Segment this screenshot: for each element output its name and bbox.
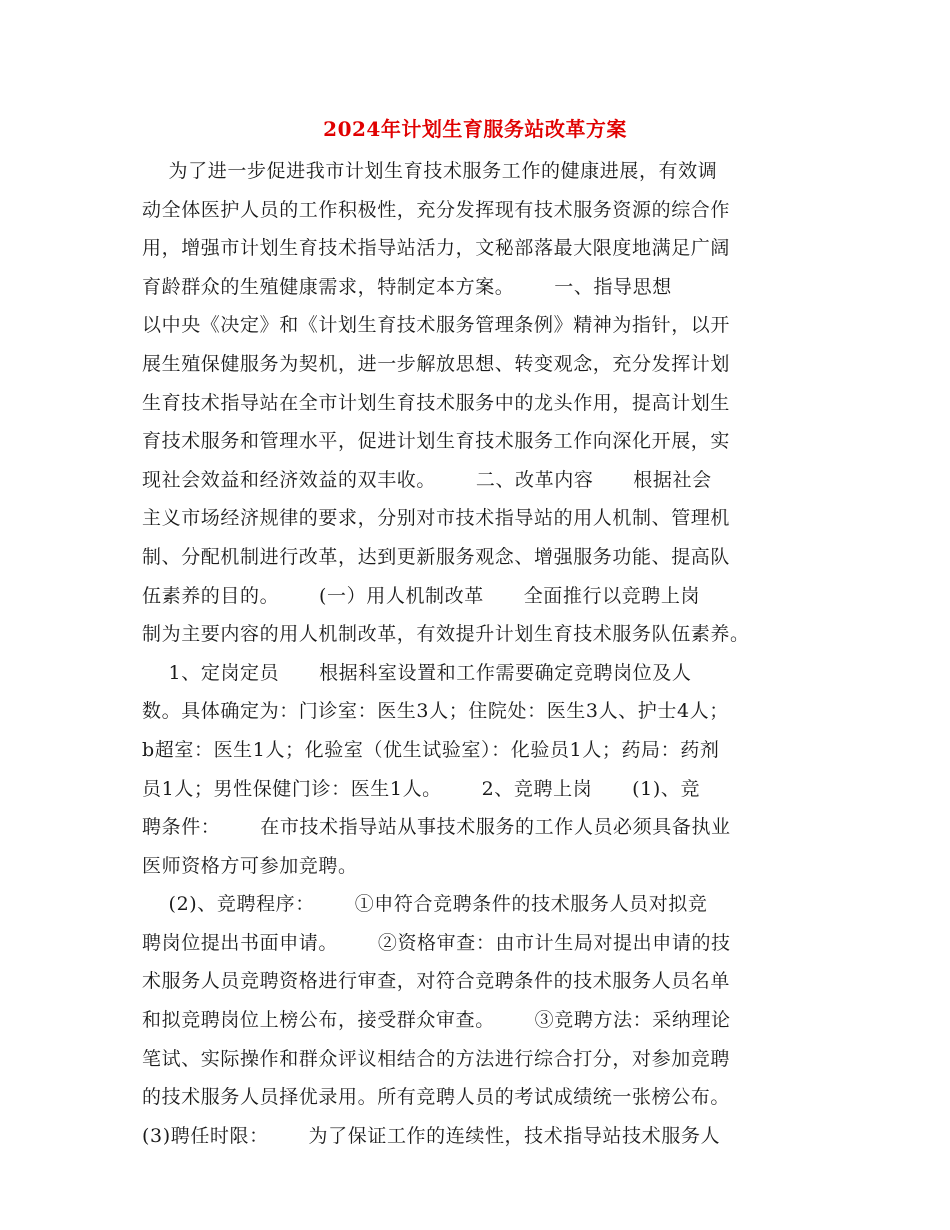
paragraph-line: 制为主要内容的用人机制改革，有效提升计划生育技术服务队伍素养。	[142, 623, 750, 646]
paragraph-line: 主义市场经济规律的要求，分别对市技术指导站的用人机制、管理机	[142, 507, 731, 530]
paragraph-line: 1、定岗定员 根据科室设置和工作需要确定竞聘岗位及人	[142, 661, 692, 684]
paragraph-line: (3)聘任时限： 为了保证工作的连续性，技术指导站技术服务人	[142, 1124, 721, 1147]
paragraph-line: 以中央《决定》和《计划生育技术服务管理条例》精神为指针，以开	[142, 314, 731, 337]
paragraph-line: 聘岗位提出书面申请。 ②资格审查：由市计生局对提出申请的技	[142, 931, 731, 954]
document-title: 2024年计划生育服务站改革方案	[323, 117, 627, 141]
paragraph-line: 育技术服务和管理水平，促进计划生育技术服务工作向深化开展，实	[142, 430, 731, 453]
paragraph-line: 数。具体确定为：门诊室：医生3人；住院处：医生3人、护士4人；	[142, 700, 729, 723]
paragraph-line: 医师资格方可参加竞聘。	[142, 854, 358, 877]
paragraph-line: 制、分配机制进行改革，达到更新服务观念、增强服务功能、提高队	[142, 545, 731, 568]
paragraph-line: 伍素养的目的。 (一）用人机制改革 全面推行以竞聘上岗	[142, 584, 701, 607]
paragraph-line: 育龄群众的生殖健康需求，特制定本方案。 一、指导思想	[142, 275, 672, 298]
paragraph-line: b超室：医生1人；化验室（优生试验室）：化验员1人；药局：药剂	[142, 738, 720, 761]
paragraph-line: 为了进一步促进我市计划生育技术服务工作的健康进展，有效调	[142, 160, 718, 182]
paragraph-line: 的技术服务人员择优录用。所有竞聘人员的考试成绩统一张榜公布。	[142, 1086, 731, 1109]
paragraph-line: 术服务人员竞聘资格进行审查，对符合竞聘条件的技术服务人员名单	[142, 970, 731, 993]
paragraph-line: 和拟竞聘岗位上榜公布，接受群众审查。 ③竞聘方法：采纳理论	[142, 1009, 731, 1032]
paragraph-line: 现社会效益和经济效益的双丰收。 二、改革内容 根据社会	[142, 468, 712, 491]
paragraph-line: 笔试、实际操作和群众评议相结合的方法进行综合打分，对参加竞聘	[142, 1047, 731, 1070]
paragraph-line: 生育技术指导站在全市计划生育技术服务中的龙头作用，提高计划生	[142, 391, 731, 414]
paragraph-line: (2)、竞聘程序： ①申符合竞聘条件的技术服务人员对拟竞	[142, 893, 708, 916]
paragraph-line: 聘条件： 在市技术指导站从事技术服务的工作人员必须具备执业	[142, 816, 731, 839]
paragraph-line: 用，增强市计划生育技术指导站活力，文秘部落最大限度地满足广阔	[142, 237, 731, 260]
paragraph-line: 动全体医护人员的工作积极性，充分发挥现有技术服务资源的综合作	[142, 198, 731, 221]
paragraph-line: 展生殖保健服务为契机，进一步解放思想、转变观念，充分发挥计划	[142, 352, 731, 375]
paragraph-line: 员1人；男性保健门诊：医生1人。 2、竞聘上岗 (1)、竞	[142, 777, 701, 800]
document-body	[142, 152, 812, 1155]
